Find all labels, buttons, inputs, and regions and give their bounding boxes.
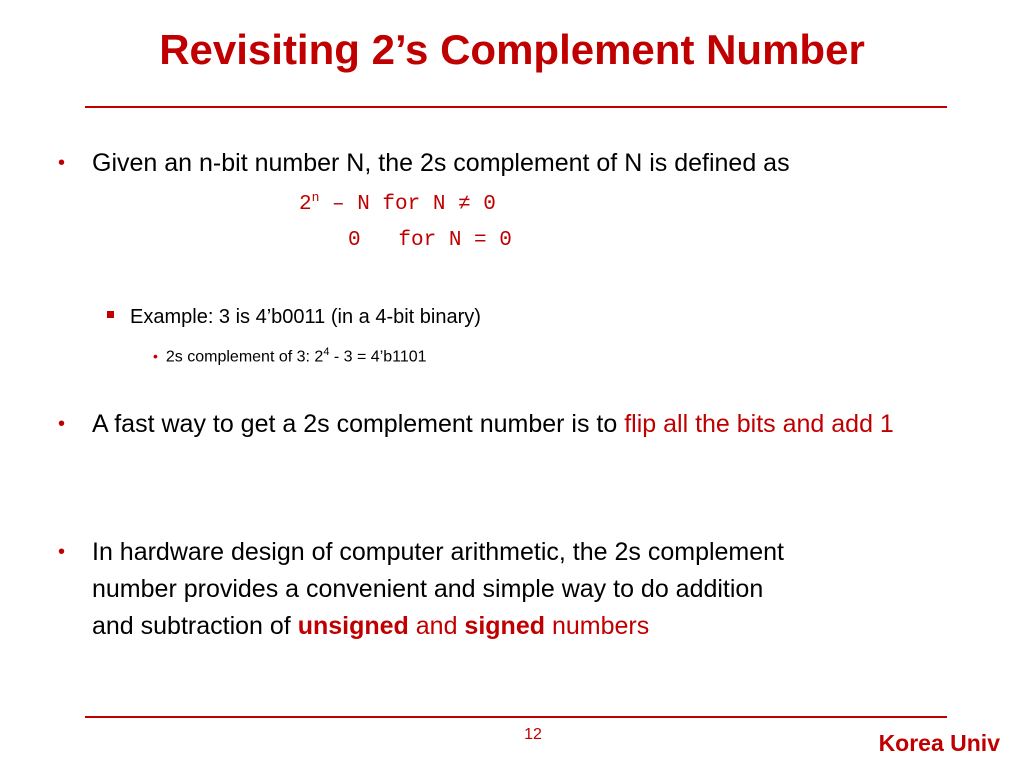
title-divider <box>85 106 947 108</box>
example-detail-exponent: 4 <box>323 346 330 358</box>
example-text: Example: 3 is 4’b0011 (in a 4-bit binary) <box>130 306 481 328</box>
and-word: and <box>408 612 465 640</box>
bullet-definition-text: Given an n-bit number N, the 2s complement of N is defined as <box>92 149 790 177</box>
sub-bullet-example <box>107 306 481 329</box>
bullet-icon: • <box>58 413 66 435</box>
bullet-icon: • <box>153 348 158 365</box>
page-number: 12 <box>524 726 542 743</box>
example-detail-suffix: - 3 = 4’b1101 <box>329 348 427 366</box>
example-detail-prefix: 2s complement of 3: 2 <box>165 348 324 366</box>
sub-sub-bullet-example <box>153 346 427 366</box>
bullet-icon: • <box>58 541 66 563</box>
slide-title: Revisiting 2’s Complement Number <box>159 26 865 73</box>
bullet-fast-way <box>58 406 978 443</box>
numbers-word: numbers <box>545 612 650 640</box>
footer-divider <box>85 716 947 718</box>
formula-zero: 0 for N = 0 <box>348 229 512 252</box>
hardware-line-1: In hardware design of computer arithmetic, the 2s complement <box>92 538 785 566</box>
fast-way-text: A fast way to get a 2s complement number is to <box>92 410 625 438</box>
signed-keyword: signed <box>464 612 545 640</box>
bullet-icon: • <box>58 152 66 174</box>
bullet-definition <box>58 145 978 182</box>
formula-base: 2 <box>299 193 312 216</box>
square-bullet-icon <box>107 311 114 318</box>
formula-rest: – N for N ≠ 0 <box>319 193 496 216</box>
hardware-line-3: and subtraction of <box>92 612 298 640</box>
footer-institution: Korea Univ <box>878 730 1000 756</box>
hardware-line-2: number provides a convenient and simple way to do addition <box>92 575 764 603</box>
bullet-hardware <box>58 534 978 645</box>
formula-exponent: n <box>311 190 320 205</box>
fast-way-highlight: flip all the bits and add 1 <box>624 410 894 438</box>
unsigned-keyword: unsigned <box>297 612 409 640</box>
formula-nonzero <box>299 190 496 216</box>
